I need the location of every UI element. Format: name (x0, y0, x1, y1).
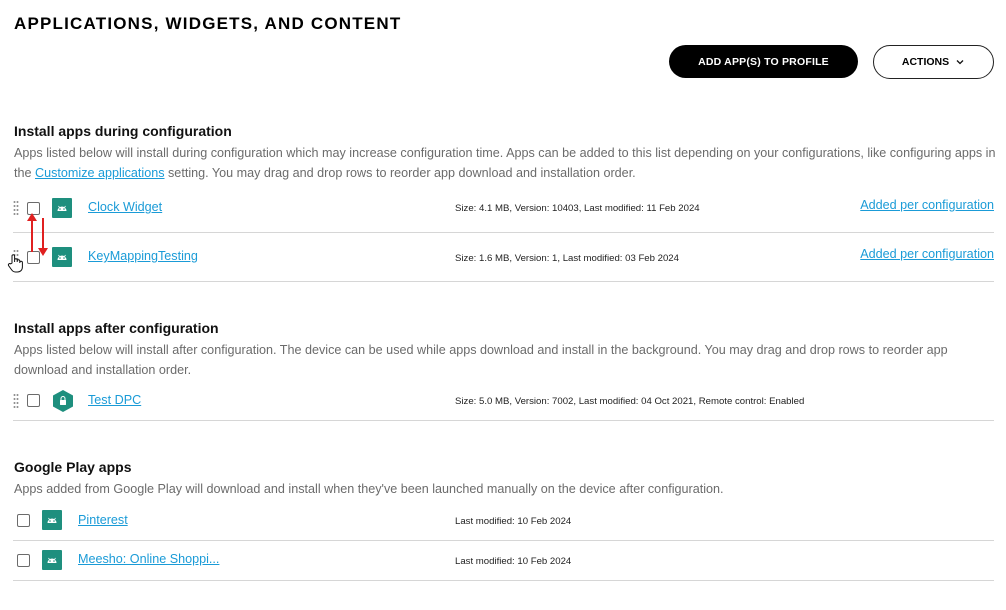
added-per-configuration-link[interactable]: Added per configuration (860, 198, 994, 212)
app-checkbox[interactable] (17, 554, 30, 567)
app-meta: Last modified: 10 Feb 2024 (455, 516, 572, 527)
app-name-link[interactable]: Meesho: Online Shoppi... (78, 552, 220, 566)
app-name-link[interactable]: Clock Widget (88, 200, 163, 214)
app-meta: Size: 5.0 MB, Version: 7002, Last modified: 04 Oct 2021, Remote control: Enabled (455, 396, 805, 407)
app-name-link[interactable]: Test DPC (88, 393, 142, 407)
reorder-arrows-icon (26, 212, 52, 258)
section-title-after-config: Install apps after configuration (14, 320, 219, 336)
drag-handle-icon[interactable] (13, 200, 19, 216)
app-name-link[interactable]: Pinterest (78, 513, 128, 527)
app-row-clock-widget[interactable] (13, 185, 994, 233)
added-per-configuration-link[interactable]: Added per configuration (860, 247, 994, 261)
actions-label: ACTIONS (901, 56, 950, 68)
chevron-down-icon (955, 57, 965, 67)
app-meta: Size: 1.6 MB, Version: 1, Last modified: 03 Feb 2024 (455, 253, 679, 264)
app-meta: Size: 4.1 MB, Version: 10403, Last modified: 11 Feb 2024 (455, 203, 700, 214)
customize-applications-link[interactable]: Customize applications (35, 165, 165, 180)
android-icon (42, 550, 62, 570)
section-desc-during-config: Apps listed below will install during configuration which may increase configuration time. Apps can be added to this list depending on your configurations, like configuring apps in the Customize applications setting. You may drag and drop rows to reorder app download and installation order. (14, 146, 996, 180)
section-title-during-config: Install apps during configuration (14, 123, 232, 139)
app-checkbox[interactable] (27, 394, 40, 407)
android-icon (52, 198, 72, 218)
section-desc-after-config: Apps listed below will install after configuration. The device can be used while apps download and install in the background. You may drag and drop rows to reorder app download and installation order. (14, 343, 948, 377)
app-meta: Last modified: 10 Feb 2024 (455, 556, 572, 567)
section-title-google-play: Google Play apps (14, 459, 132, 475)
actions-dropdown-button[interactable] (873, 45, 994, 79)
section-desc-google-play: Apps added from Google Play will download and install when they've been launched manually on the device after configuration. (14, 482, 724, 496)
add-apps-to-profile-button[interactable]: ADD APP(S) TO PROFILE (669, 45, 858, 78)
app-row-test-dpc[interactable] (13, 381, 994, 421)
android-icon (42, 510, 62, 530)
drag-handle-icon[interactable] (13, 393, 19, 409)
test-dpc-icon (52, 389, 74, 413)
app-row-keymappingtesting[interactable] (13, 233, 994, 282)
app-checkbox[interactable] (17, 514, 30, 527)
app-name-link[interactable]: KeyMappingTesting (88, 249, 198, 263)
android-icon (52, 247, 72, 267)
page-title: APPLICATIONS, WIDGETS, AND CONTENT (14, 14, 402, 33)
app-row-pinterest[interactable] (13, 501, 994, 541)
app-row-meesho[interactable] (13, 541, 994, 581)
hand-cursor-icon (6, 252, 26, 274)
